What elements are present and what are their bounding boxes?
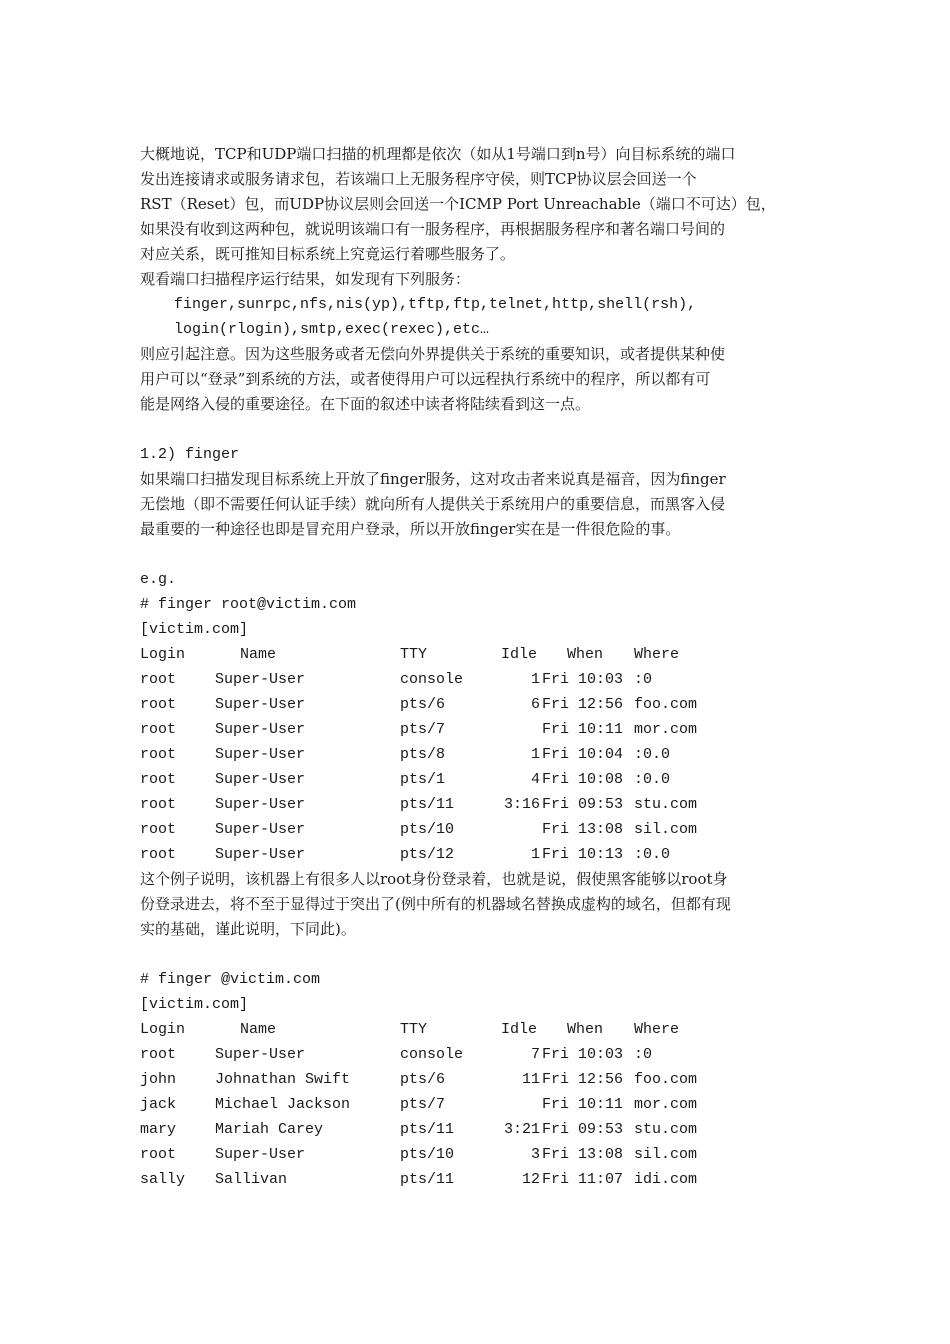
cell-where: stu.com (634, 1121, 698, 1138)
cell-name: Super-User (215, 721, 306, 738)
cell-idle: 3:21 (503, 1121, 540, 1138)
cell-when: Fri 12:56 (542, 696, 624, 713)
cell-where: sil.com (634, 821, 698, 838)
table-header (140, 1017, 812, 1042)
cell-login: mary (140, 1121, 177, 1138)
cell-idle: 12 (521, 1171, 540, 1188)
intro-line: 对应关系，既可推知目标系统上究竟运行着哪些服务了。 (140, 245, 516, 263)
column-header-login: Login (140, 1021, 186, 1038)
section-title: 1.2) finger (140, 446, 240, 463)
cell-login: root (140, 846, 177, 863)
table-row (140, 767, 812, 792)
cell-idle: 3:16 (503, 796, 540, 813)
cell-login: sally (140, 1171, 186, 1188)
cell-login: root (140, 696, 177, 713)
cell-tty: pts/7 (400, 1096, 446, 1113)
cell-where: mor.com (634, 721, 698, 738)
cell-where: idi.com (634, 1171, 698, 1188)
cell-name: Super-User (215, 771, 306, 788)
table-row (140, 667, 812, 692)
warning-line: 则应引起注意。因为这些服务或者无偿向外界提供关于系统的重要知识，或者提供某种使 (140, 345, 726, 363)
cell-where: foo.com (634, 696, 698, 713)
cell-name: Super-User (215, 796, 306, 813)
column-header-name: Name (240, 1021, 277, 1038)
intro-line: 大概地说，TCP和UDP端口扫描的机理都是依次（如从1号端口到n号）向目标系统的端口 (140, 145, 736, 163)
cell-login: jack (140, 1096, 177, 1113)
cell-name: Michael Jackson (215, 1096, 351, 1113)
spacer (140, 942, 812, 967)
cell-when: Fri 09:53 (542, 1121, 624, 1138)
table-row (140, 817, 812, 842)
cell-login: root (140, 671, 177, 688)
command-line: # finger root@victim.com (140, 596, 357, 613)
column-header-name: Name (240, 646, 277, 663)
cell-when: Fri 10:13 (542, 846, 624, 863)
cell-idle: 1 (530, 846, 540, 863)
cell-login: root (140, 771, 177, 788)
cell-login: john (140, 1071, 177, 1088)
cell-name: Mariah Carey (215, 1121, 324, 1138)
cell-name: Super-User (215, 846, 306, 863)
cell-tty: pts/11 (400, 796, 455, 813)
cell-when: Fri 09:53 (542, 796, 624, 813)
spacer (140, 417, 812, 442)
explanation-line: 份登录进去，将不至于显得过于突出了(例中所有的机器域名替换成虚构的域名，但都有现 (140, 895, 731, 913)
cell-idle: 3 (530, 1146, 540, 1163)
cell-name: Johnathan Swift (215, 1071, 351, 1088)
cell-where: sil.com (634, 1146, 698, 1163)
cell-tty: pts/10 (400, 821, 455, 838)
cell-login: root (140, 1146, 177, 1163)
cell-name: Super-User (215, 671, 306, 688)
table-row (140, 692, 812, 717)
intro-line: RST（Reset）包，而UDP协议层则会回送一个ICMP Port Unreachable（端口不可达）包， (140, 195, 776, 213)
cell-idle: 7 (530, 1046, 540, 1063)
cell-when: Fri 13:08 (542, 821, 624, 838)
cell-where: :0 (634, 1046, 653, 1063)
cell-tty: pts/12 (400, 846, 455, 863)
cell-name: Super-User (215, 1146, 306, 1163)
cell-when: Fri 10:03 (542, 1046, 624, 1063)
column-header-tty: TTY (400, 646, 428, 663)
cell-when: Fri 10:04 (542, 746, 624, 763)
cell-login: root (140, 1046, 177, 1063)
finger-output-table-1 (140, 642, 812, 867)
services-line: finger,sunrpc,nfs,nis(yp),tftp,ftp,telnet,http,shell(rsh), (174, 296, 697, 313)
cell-login: root (140, 746, 177, 763)
cell-where: mor.com (634, 1096, 698, 1113)
explanation-line: 这个例子说明，该机器上有很多人以root身份登录着，也就是说，假使黑客能够以root身 (140, 870, 728, 888)
cell-tty: pts/10 (400, 1146, 455, 1163)
cell-name: Super-User (215, 821, 306, 838)
column-header-where: Where (634, 646, 680, 663)
cell-name: Super-User (215, 696, 306, 713)
host-line: [victim.com] (140, 621, 249, 638)
cell-when: Fri 13:08 (542, 1146, 624, 1163)
intro-line: 发出连接请求或服务请求包，若该端口上无服务程序守侯，则TCP协议层会回送一个 (140, 170, 697, 188)
table-header (140, 642, 812, 667)
cell-login: root (140, 796, 177, 813)
column-header-when: When (567, 646, 604, 663)
cell-when: Fri 10:03 (542, 671, 624, 688)
cell-login: root (140, 821, 177, 838)
column-header-idle: Idle (501, 646, 538, 663)
cell-login: root (140, 721, 177, 738)
table-row (140, 742, 812, 767)
column-header-login: Login (140, 646, 186, 663)
table-row (140, 1167, 812, 1192)
cell-when: Fri 10:11 (542, 1096, 624, 1113)
intro-line: 如果没有收到这两种包，就说明该端口有一服务程序，再根据服务程序和著名端口号间的 (140, 220, 726, 238)
cell-tty: pts/6 (400, 1071, 446, 1088)
cell-when: Fri 11:07 (542, 1171, 624, 1188)
warning-line: 用户可以“登录”到系统的方法，或者使得用户可以远程执行系统中的程序，所以都有可 (140, 370, 711, 388)
cell-when: Fri 12:56 (542, 1071, 624, 1088)
column-header-tty: TTY (400, 1021, 428, 1038)
table-row (140, 1117, 812, 1142)
cell-tty: pts/11 (400, 1121, 455, 1138)
cell-idle: 4 (530, 771, 540, 788)
host-line: [victim.com] (140, 996, 249, 1013)
services-line: login(rlogin),smtp,exec(rexec),etc… (174, 321, 490, 338)
table-row (140, 1042, 812, 1067)
cell-name: Super-User (215, 1046, 306, 1063)
cell-tty: pts/8 (400, 746, 446, 763)
cell-where: :0.0 (634, 846, 671, 863)
cell-when: Fri 10:11 (542, 721, 624, 738)
cell-idle: 1 (530, 671, 540, 688)
cell-when: Fri 10:08 (542, 771, 624, 788)
cell-tty: pts/6 (400, 696, 446, 713)
column-header-when: When (567, 1021, 604, 1038)
table-row (140, 1067, 812, 1092)
column-header-where: Where (634, 1021, 680, 1038)
table-row (140, 717, 812, 742)
cell-where: :0.0 (634, 746, 671, 763)
spacer (140, 542, 812, 567)
table-row (140, 842, 812, 867)
cell-idle: 11 (521, 1071, 540, 1088)
cell-where: stu.com (634, 796, 698, 813)
finger-output-table-2 (140, 1017, 812, 1192)
cell-idle: 6 (530, 696, 540, 713)
cell-tty: pts/11 (400, 1171, 455, 1188)
cell-where: :0.0 (634, 771, 671, 788)
cell-tty: pts/1 (400, 771, 446, 788)
cell-name: Sallivan (215, 1171, 288, 1188)
finger-text-line: 最重要的一种途径也即是冒充用户登录，所以开放finger实在是一件很危险的事。 (140, 520, 681, 538)
cell-idle: 1 (530, 746, 540, 763)
table-row (140, 792, 812, 817)
explanation-line: 实的基础，谨此说明，下同此)。 (140, 920, 356, 938)
cell-name: Super-User (215, 746, 306, 763)
cell-where: :0 (634, 671, 653, 688)
eg-label: e.g. (140, 571, 177, 588)
table-row (140, 1142, 812, 1167)
cell-tty: console (400, 671, 464, 688)
table-row (140, 1092, 812, 1117)
document-page (140, 142, 812, 1192)
finger-text-line: 无偿地（即不需要任何认证手续）就向所有人提供关于系统用户的重要信息，而黑客入侵 (140, 495, 726, 513)
command-line: # finger @victim.com (140, 971, 321, 988)
cell-tty: console (400, 1046, 464, 1063)
intro-line: 观看端口扫描程序运行结果，如发现有下列服务： (140, 270, 471, 288)
cell-tty: pts/7 (400, 721, 446, 738)
column-header-idle: Idle (501, 1021, 538, 1038)
warning-line: 能是网络入侵的重要途径。在下面的叙述中读者将陆续看到这一点。 (140, 395, 591, 413)
cell-where: foo.com (634, 1071, 698, 1088)
finger-text-line: 如果端口扫描发现目标系统上开放了finger服务，这对攻击者来说真是福音，因为finger (140, 470, 726, 488)
